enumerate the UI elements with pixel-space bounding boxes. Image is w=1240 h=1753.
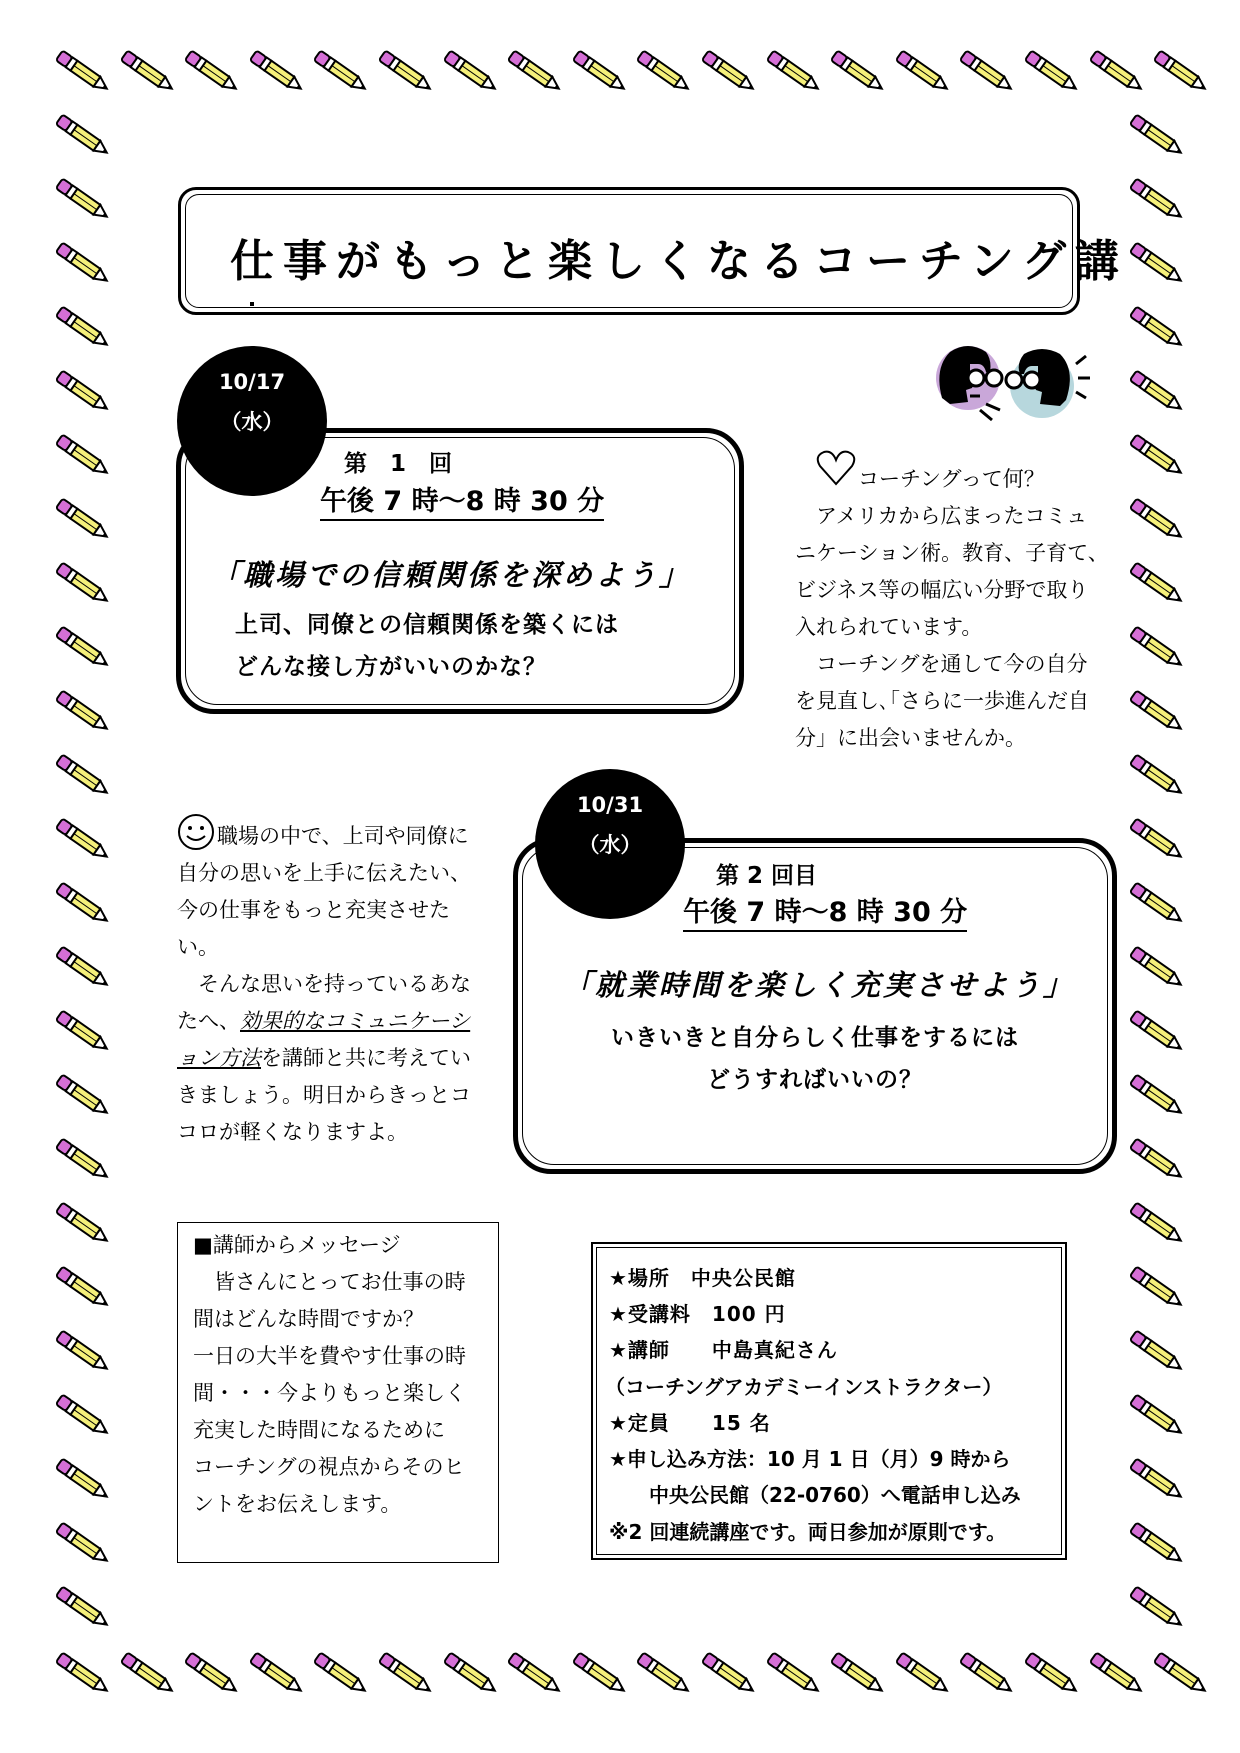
page-title: 仕事がもっと楽しくなるコーチング講	[230, 236, 1128, 287]
pencil-icon	[1126, 1010, 1188, 1054]
intro-line-post: を講師と共に考えてい	[261, 1046, 471, 1070]
pencil-icon	[1086, 1652, 1148, 1696]
pencil-icon	[827, 1652, 889, 1696]
info-capacity: ★定員 15 名	[609, 1411, 771, 1435]
intro-line: きましょう。明日からきっとコ	[177, 1083, 471, 1107]
pencil-icon	[52, 306, 114, 350]
pencil-icon	[1126, 1266, 1188, 1310]
info-venue: ★場所 中央公民館	[609, 1266, 796, 1290]
pencil-icon	[1126, 370, 1188, 414]
session-1-weekday: （水）	[220, 410, 284, 434]
session-2-date: 10/31	[576, 793, 644, 817]
intro-line-mixed	[177, 1040, 471, 1077]
what-is-line: 入れられています。	[795, 615, 983, 639]
what-is-line: 分」に出会いませんか。	[795, 726, 1026, 750]
info-note: ※2 回連続講座です。両日参加が原則です。	[609, 1520, 1007, 1544]
intro-line-pre: たへ、	[177, 1009, 240, 1033]
what-is-line: ニケーション術。教育、子育て、	[795, 541, 1109, 565]
intro-underlined-2: ョン方法	[177, 1046, 261, 1070]
pencil-icon	[1126, 242, 1188, 286]
pencil-icon	[52, 1138, 114, 1182]
pencil-icon	[1126, 946, 1188, 990]
session-2-weekday: （水）	[578, 833, 642, 857]
pencil-icon	[52, 1202, 114, 1246]
pencil-icon	[504, 50, 566, 94]
session-1-time: 午後 7 時～8 時 30 分	[320, 479, 604, 521]
pencil-icon	[52, 626, 114, 670]
intro-line-mixed	[177, 1003, 471, 1040]
pencil-icon	[763, 50, 825, 94]
pencil-icon	[52, 1010, 114, 1054]
intro-line: 今の仕事をもっと充実させた	[177, 898, 450, 922]
pencil-icon	[1126, 178, 1188, 222]
pencil-icon	[1126, 562, 1188, 606]
pencil-icon	[1126, 1330, 1188, 1374]
pencil-icon	[181, 50, 243, 94]
pencil-icon	[1021, 1652, 1083, 1696]
pencil-icon	[375, 50, 437, 94]
pencil-icon	[52, 1330, 114, 1374]
pencil-icon	[52, 818, 114, 862]
pencil-icon	[375, 1652, 437, 1696]
pencil-icon	[1126, 1586, 1188, 1630]
message-line: ントをお伝えします。	[193, 1492, 402, 1516]
message-line: 間はどんな時間ですか？	[193, 1307, 424, 1331]
pencil-icon	[698, 50, 760, 94]
pencil-icon	[52, 50, 114, 94]
pencil-icon	[52, 178, 114, 222]
info-application: ★申し込み方法：10 月 1 日（月）9 時から	[609, 1447, 1011, 1471]
message-line: 一日の大半を費やす仕事の時	[193, 1344, 466, 1368]
session-2-desc-line: いきいきと自分らしく仕事をするには	[611, 1025, 1019, 1051]
pencil-icon	[1126, 1202, 1188, 1246]
pencil-icon	[633, 50, 695, 94]
pencil-icon	[827, 50, 889, 94]
pencil-icon	[117, 1652, 179, 1696]
pencil-icon	[1126, 1458, 1188, 1502]
pencil-icon	[52, 690, 114, 734]
stray-dot	[250, 302, 254, 306]
session-2-desc-line: どうすればいいの？	[707, 1067, 923, 1093]
pencil-icon	[763, 1652, 825, 1696]
pencil-icon	[1126, 498, 1188, 542]
pencil-icon	[440, 50, 502, 94]
pencil-icon	[1126, 114, 1188, 158]
intro-line: 自分の思いを上手に伝えたい、	[177, 861, 471, 885]
what-is-line: ビジネス等の幅広い分野で取り	[795, 578, 1089, 602]
session-1-description	[235, 604, 619, 688]
pencil-icon	[52, 1586, 114, 1630]
pencil-icon	[1126, 818, 1188, 862]
message-line: 間・・・今よりもっと楽しく	[193, 1381, 466, 1405]
pencil-icon	[1126, 882, 1188, 926]
pencil-icon	[52, 1652, 114, 1696]
pencil-icon	[52, 562, 114, 606]
session-1-date-badge	[177, 346, 327, 496]
intro-underlined-1: 効果的なコミュニケーシ	[240, 1009, 471, 1033]
pencil-icon	[504, 1652, 566, 1696]
pencil-icon	[1150, 1652, 1212, 1696]
what-is-line: アメリカから広まったコミュ	[795, 504, 1088, 528]
pencil-icon	[246, 1652, 308, 1696]
what-is-heading: コーチングって何？	[858, 467, 1045, 491]
session-1-number: 第 1 回	[344, 451, 453, 477]
pencil-icon	[956, 1652, 1018, 1696]
pencil-icon	[52, 882, 114, 926]
pencil-icon	[569, 1652, 631, 1696]
pencil-icon	[698, 1652, 760, 1696]
pencil-icon	[1126, 690, 1188, 734]
pencil-icon	[52, 434, 114, 478]
pencil-icon	[1126, 306, 1188, 350]
intro-body	[177, 855, 471, 1151]
pencil-icon	[1126, 1138, 1188, 1182]
info-instructor: ★講師 中島真紀さん	[609, 1338, 838, 1362]
message-line: 皆さんにとってお仕事の時	[193, 1270, 466, 1294]
pencil-icon	[1126, 626, 1188, 670]
session-2-description	[600, 1017, 1030, 1101]
pencil-icon	[1126, 1074, 1188, 1118]
message-line: コーチングの視点からそのヒ	[193, 1455, 465, 1479]
info-instructor-title: （コーチングアカデミーインストラクター）	[605, 1375, 1003, 1399]
pencil-icon	[892, 1652, 954, 1696]
what-is-line: コーチングを通して今の自分	[795, 652, 1088, 676]
pencil-icon	[52, 754, 114, 798]
pencil-icon	[52, 498, 114, 542]
pencil-icon	[1150, 50, 1212, 94]
pencil-icon	[52, 370, 114, 414]
pencil-icon	[1126, 1522, 1188, 1566]
pencil-icon	[1126, 434, 1188, 478]
pencil-icon	[440, 1652, 502, 1696]
pencil-icon	[633, 1652, 695, 1696]
pencil-icon	[1021, 50, 1083, 94]
intro-line: そんな思いを持っているあな	[177, 972, 471, 996]
pencil-icon	[52, 1266, 114, 1310]
pencil-icon	[52, 1394, 114, 1438]
session-2-date-badge	[535, 769, 685, 919]
pencil-icon	[310, 50, 372, 94]
smiley-icon	[176, 812, 216, 852]
session-2-theme: 「就業時間を楽しく充実させよう」	[563, 968, 1076, 1002]
session-1-date: 10/17	[218, 370, 286, 394]
pencil-icon	[956, 50, 1018, 94]
pencil-icon	[569, 50, 631, 94]
pencil-icon	[52, 946, 114, 990]
heart-icon	[816, 448, 856, 488]
pencil-icon	[52, 1074, 114, 1118]
intro-first-line: 職場の中で、上司や同僚に	[217, 824, 469, 848]
pencil-icon	[181, 1652, 243, 1696]
what-is-body	[795, 498, 1109, 757]
pencil-icon	[1126, 1394, 1188, 1438]
pencil-icon	[52, 1458, 114, 1502]
info-fee: ★受講料 100 円	[609, 1302, 786, 1326]
coaching-people-icon	[920, 338, 1092, 430]
instructor-message	[193, 1227, 466, 1523]
session-1-theme: 「職場での信頼関係を深めよう」	[211, 558, 692, 592]
message-line: 充実した時間になるために	[193, 1418, 445, 1442]
pencil-icon	[1086, 50, 1148, 94]
message-heading: ■講師からメッセージ	[193, 1233, 401, 1257]
pencil-icon	[246, 50, 308, 94]
what-is-line: を見直し､｢さらに一歩進んだ自	[795, 689, 1089, 713]
info-application-contact: 中央公民館（22-0760）へ電話申し込み	[609, 1483, 1021, 1507]
session-2-time: 午後 7 時～8 時 30 分	[683, 890, 967, 932]
pencil-icon	[310, 1652, 372, 1696]
pencil-icon	[892, 50, 954, 94]
pencil-icon	[117, 50, 179, 94]
session-1-desc-line: どんな接し方がいいのかな？	[235, 654, 547, 680]
pencil-icon	[52, 242, 114, 286]
pencil-icon	[52, 114, 114, 158]
session-2-number: 第 2 回目	[716, 863, 818, 889]
session-1-desc-line: 上司、同僚との信頼関係を築くには	[235, 612, 619, 638]
pencil-icon	[52, 1522, 114, 1566]
pencil-icon	[1126, 754, 1188, 798]
intro-line: コロが軽くなりますよ。	[177, 1120, 408, 1144]
intro-line: い。	[177, 935, 219, 959]
